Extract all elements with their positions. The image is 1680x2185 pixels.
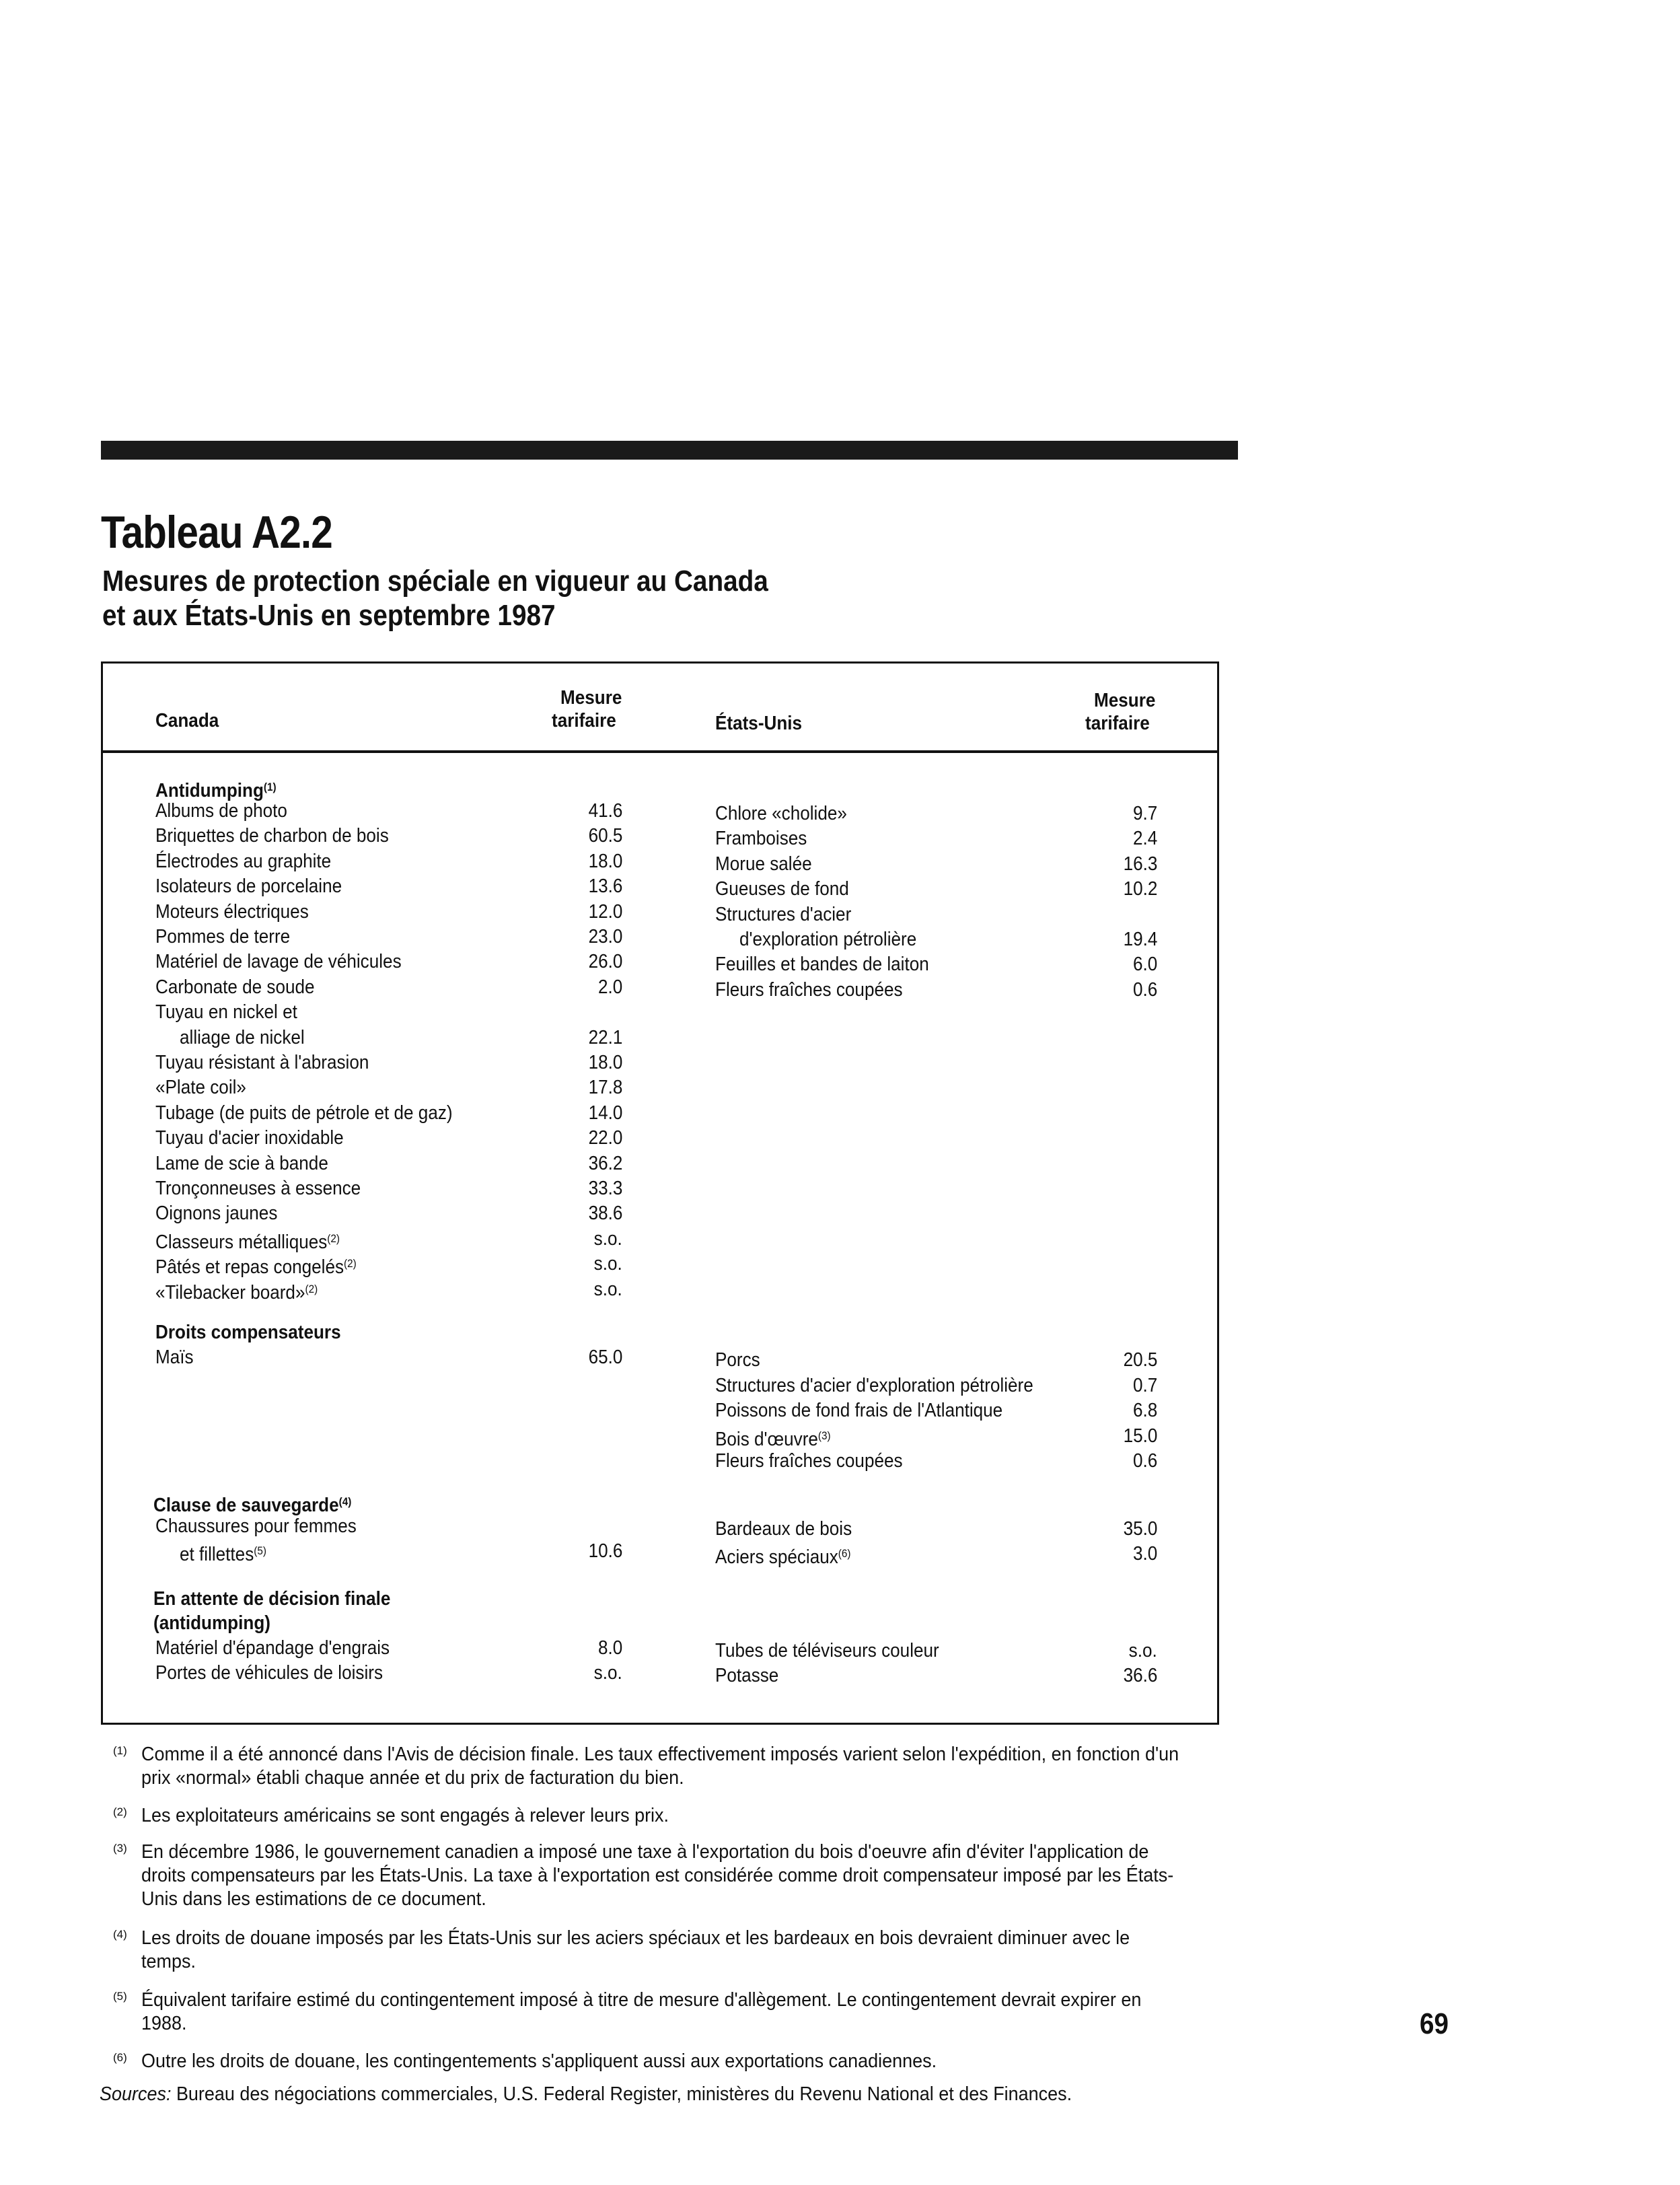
canada-item-label: Moteurs électriques (155, 901, 309, 923)
header-usa: États-Unis (715, 713, 803, 734)
usa-item-value: 0.6 (1132, 979, 1157, 1001)
usa-item-label: Potasse (715, 1665, 779, 1686)
usa-item-value: 20.5 (1123, 1349, 1157, 1371)
usa-item-value: 3.0 (1132, 1543, 1157, 1565)
usa-item-value: 2.4 (1132, 828, 1157, 849)
footnote-ref: (2) (344, 1257, 357, 1270)
usa-item-label: Bardeaux de bois (715, 1518, 852, 1540)
usa-item-label: Poissons de fond frais de l'Atlantique (715, 1400, 1003, 1421)
footnote-ref: (5) (254, 1544, 266, 1557)
canada-item-label: Albums de photo (155, 800, 287, 822)
usa-item-value: 9.7 (1132, 803, 1157, 824)
canada-item-label: Portes de véhicules de loisirs (155, 1662, 384, 1684)
usa-item-label: Fleurs fraîches coupées (715, 1450, 903, 1472)
usa-item-label: Porcs (715, 1349, 760, 1371)
usa-item-label: Fleurs fraîches coupées (715, 979, 903, 1001)
usa-item-label: Structures d'acier d'exploration pétrolière (715, 1375, 1033, 1396)
usa-item-value: 6.0 (1132, 954, 1157, 975)
footnote-mark: (2) (113, 1805, 127, 1818)
canada-item-label: alliage de nickel (180, 1027, 305, 1048)
canada-item-label: Oignons jaunes (155, 1203, 278, 1224)
canada-item-label: et fillettes$^{(5)}$ (180, 1544, 266, 1565)
section-heading-attente-line-2: (antidumping) (153, 1612, 270, 1634)
usa-item-label: d'exploration pétrolière (739, 929, 917, 950)
canada-item-label: Pommes de terre (155, 926, 291, 947)
footnote-mark: (6) (113, 2051, 127, 2064)
canada-item-value: 13.6 (588, 875, 622, 897)
canada-item-value: 18.0 (588, 1052, 622, 1073)
section-heading-sauvegarde: Clause de sauvegarde$^{(4)}$ (153, 1495, 352, 1516)
canada-item-label: Isolateurs de porcelaine (155, 875, 342, 897)
sources-text: Bureau des négociations commerciales, U.S. Federal Register, ministères du Revenu National et des Finances. (176, 2083, 1072, 2105)
canada-item-label: Tubage (de puits de pétrole et de gaz) (155, 1102, 453, 1124)
canada-item-label: Briquettes de charbon de bois (155, 825, 389, 847)
canada-item-value: 22.1 (588, 1027, 622, 1048)
canada-item-value: 60.5 (588, 825, 622, 847)
usa-item-value: 15.0 (1123, 1425, 1157, 1447)
footnote-ref: (3) (817, 1429, 831, 1442)
footnote-text: Comme il a été annoncé dans l'Avis de décision finale. Les taux effectivement imposés varient selon l'expédition, en fonction d'un prix «normal» établi chaque année et du prix de facturation du bien. (141, 1744, 1179, 1789)
canada-item-value: 14.0 (588, 1102, 622, 1124)
canada-item-value: 12.0 (588, 901, 622, 923)
canada-item-value: 65.0 (588, 1347, 622, 1368)
top-rule (101, 441, 1238, 460)
footnote-mark: (5) (113, 1990, 127, 2003)
section-heading-antidumping: Antidumping$^{(1)}$ (155, 780, 277, 801)
footnote-ref: (1) (263, 781, 277, 793)
usa-item-label: Morue salée (715, 853, 812, 875)
subtitle-line-1: Mesures de protection spéciale en vigueur au Canada (102, 565, 768, 598)
usa-item-value: 16.3 (1123, 853, 1157, 875)
usa-item-label: Tubes de téléviseurs couleur (715, 1640, 939, 1661)
canada-item-value: s.o. (593, 1253, 622, 1275)
usa-item-value: 6.8 (1132, 1400, 1157, 1421)
header-mesure-2-line-2: tarifaire (1085, 713, 1150, 734)
canada-item-label: Classeurs métalliques$^{(2)}$ (155, 1231, 340, 1253)
header-mesure-2-line-1: Mesure (1094, 690, 1156, 711)
usa-item-value: s.o. (1128, 1640, 1157, 1661)
canada-item-label: Tuyau résistant à l'abrasion (155, 1052, 369, 1073)
canada-item-label: «Plate coil» (155, 1077, 246, 1098)
canada-item-value: 8.0 (597, 1637, 622, 1659)
canada-item-value: 2.0 (597, 976, 622, 998)
canada-item-label: Carbonate de soude (155, 976, 315, 998)
section-heading-attente-line-1: En attente de décision finale (153, 1588, 391, 1610)
usa-item-label: Gueuses de fond (715, 878, 849, 900)
header-mesure-1-line-1: Mesure (560, 687, 622, 709)
usa-item-label: Chlore «cholide» (715, 803, 847, 824)
canada-item-label: Chaussures pour femmes (155, 1515, 357, 1537)
header-canada: Canada (155, 710, 219, 731)
usa-item-value: 0.7 (1132, 1375, 1157, 1396)
canada-item-value: 10.6 (588, 1540, 622, 1562)
canada-item-label: Lame de scie à bande (155, 1153, 328, 1174)
canada-item-value: 33.3 (588, 1178, 622, 1199)
canada-item-label: Tuyau en nickel et (155, 1001, 297, 1023)
footnote-text: Outre les droits de douane, les contingentements s'appliquent aussi aux exportations canadiennes. (141, 2050, 937, 2072)
footnote-ref: (2) (327, 1232, 340, 1245)
footnote-mark: (1) (113, 1744, 127, 1757)
canada-item-value: 23.0 (588, 926, 622, 947)
footnote-mark: (4) (113, 1928, 127, 1941)
canada-item-label: Matériel d'épandage d'engrais (155, 1637, 390, 1659)
footnote-text: Équivalent tarifaire estimé du contingentement imposé à titre de mesure d'allègement. Le contingentement devrait expirer en 1988. (141, 1989, 1142, 2034)
usa-item-value: 36.6 (1123, 1665, 1157, 1686)
canada-item-label: «Tilebacker board»$^{(2)}$ (155, 1282, 318, 1303)
table-title: Tableau A2.2 (101, 507, 332, 558)
canada-item-value: 26.0 (588, 951, 622, 972)
subtitle-line-2: et aux États-Unis en septembre 1987 (102, 599, 556, 632)
table-subtitle (102, 564, 768, 633)
footnote-ref: (6) (838, 1547, 851, 1560)
canada-item-label: Électrodes au graphite (155, 851, 332, 872)
usa-item-label: Aciers spéciaux$^{(6)}$ (715, 1546, 851, 1568)
usa-item-label: Bois d'œuvre$^{(3)}$ (715, 1429, 831, 1450)
canada-item-label: Matériel de lavage de véhicules (155, 951, 402, 972)
canada-item-label: Maïs (155, 1347, 194, 1368)
footnote-text: Les exploitateurs américains se sont engagés à relever leurs prix. (141, 1805, 669, 1826)
canada-item-value: 18.0 (588, 851, 622, 872)
canada-item-label: Pâtés et repas congelés$^{(2)}$ (155, 1256, 357, 1278)
sources-label: Sources: (100, 2083, 172, 2105)
footnote-mark: (3) (113, 1842, 127, 1855)
canada-item-value: s.o. (593, 1662, 622, 1684)
canada-item-label: Tronçonneuses à essence (155, 1178, 361, 1199)
canada-item-value: s.o. (593, 1279, 622, 1300)
header-rule (101, 750, 1219, 753)
footnote-text: Les droits de douane imposés par les États-Unis sur les aciers spéciaux et les bardeaux en bois devraient diminuer avec le temps. (141, 1927, 1130, 1972)
header-mesure-1-line-2: tarifaire (552, 710, 616, 731)
usa-item-value: 10.2 (1123, 878, 1157, 900)
sources-line (100, 2083, 1072, 2106)
footnote-ref: (4) (338, 1495, 352, 1508)
canada-item-value: 38.6 (588, 1203, 622, 1224)
page-number: 69 (1420, 2007, 1449, 2040)
canada-item-value: 36.2 (588, 1153, 622, 1174)
canada-item-label: Tuyau d'acier inoxidable (155, 1127, 344, 1149)
footnote-text: En décembre 1986, le gouvernement canadien a imposé une taxe à l'exportation du bois d'oeuvre afin d'éviter l'application de droits compensateurs par les États-Unis. La taxe à l'exportation est considérée comme droit compensateur imposé par les États-Unis dans les estimations de ce document. (141, 1841, 1174, 1910)
canada-item-value: s.o. (593, 1228, 622, 1250)
canada-item-value: 17.8 (588, 1077, 622, 1098)
footnote-ref: (2) (305, 1283, 318, 1295)
usa-item-value: 0.6 (1132, 1450, 1157, 1472)
usa-item-label: Feuilles et bandes de laiton (715, 954, 929, 975)
usa-item-label: Structures d'acier (715, 904, 852, 925)
canada-item-value: 22.0 (588, 1127, 622, 1149)
usa-item-label: Framboises (715, 828, 807, 849)
usa-item-value: 35.0 (1123, 1518, 1157, 1540)
section-heading-compensateurs: Droits compensateurs (155, 1322, 341, 1343)
usa-item-value: 19.4 (1123, 929, 1157, 950)
canada-item-value: 41.6 (588, 800, 622, 822)
